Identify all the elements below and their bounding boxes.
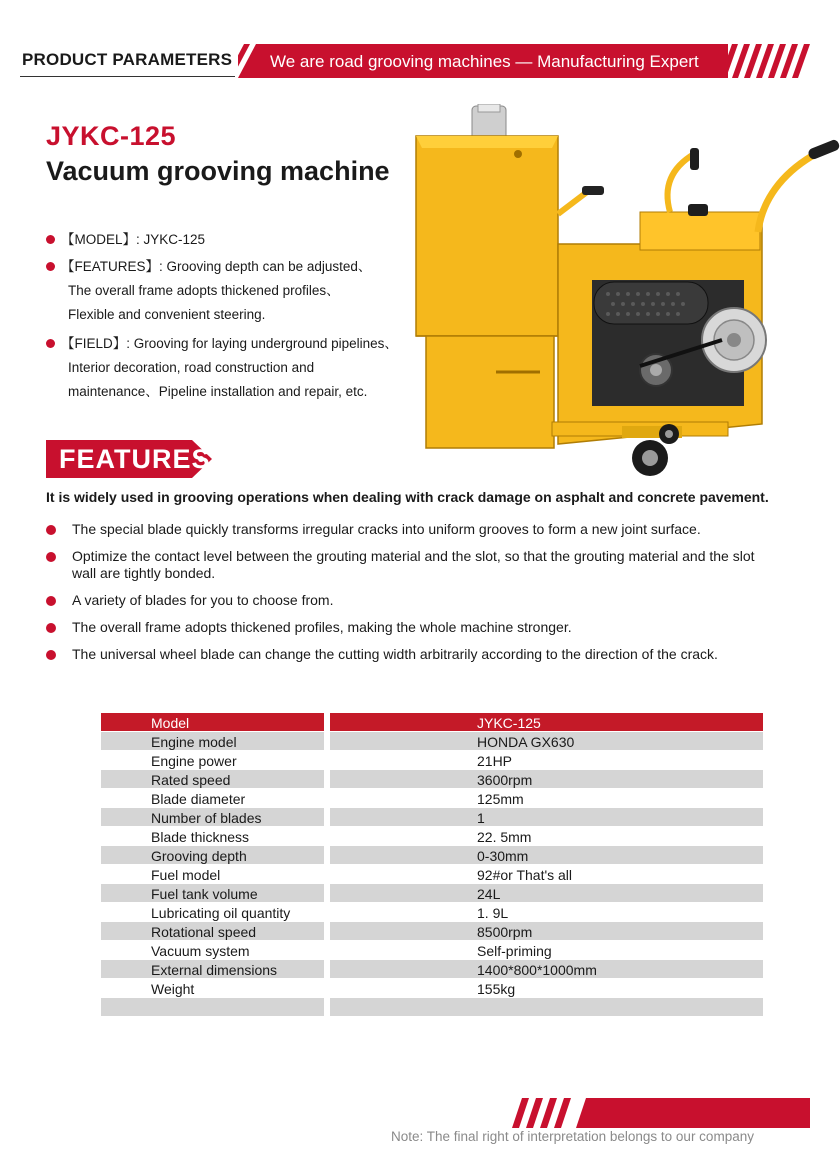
section-title: PRODUCT PARAMETERS xyxy=(22,50,233,69)
table-row: Grooving depth 0-30mm xyxy=(101,846,763,865)
table-row: Weight 155kg xyxy=(101,979,763,998)
info-features-line1: 【FEATURES】: Grooving depth can be adjusted、 xyxy=(61,259,372,274)
info-model xyxy=(46,228,205,252)
spec-table xyxy=(101,713,763,1017)
table-row: Number of blades 1 xyxy=(101,808,763,827)
list-item: The special blade quickly transforms irregular cracks into uniform grooves to form a new joint surface. xyxy=(46,521,806,538)
table-row xyxy=(101,998,763,1017)
footer-note: Note: The final right of interpretation belongs to our company xyxy=(391,1129,754,1144)
info-field-line3: maintenance、Pipeline installation and repair, etc. xyxy=(68,384,368,399)
table-row: Engine power 21HP xyxy=(101,751,763,770)
bullet-icon xyxy=(46,623,56,633)
table-row: Blade diameter 125mm xyxy=(101,789,763,808)
table-header-label: Model xyxy=(101,713,324,732)
machine-image xyxy=(412,104,840,480)
product-name: Vacuum grooving machine xyxy=(46,156,390,186)
bullet-icon xyxy=(46,650,56,660)
header-banner-text: We are road grooving machines — Manufacturing Expert xyxy=(270,52,699,71)
info-field-line1: 【FIELD】: Grooving for laying underground pipelines、 xyxy=(61,336,398,351)
list-item: The overall frame adopts thickened profiles, making the whole machine stronger. xyxy=(46,619,806,636)
list-item: The universal wheel blade can change the cutting width arbitrarily according to the direction of the crack. xyxy=(46,646,806,663)
table-row: Blade thickness 22. 5mm xyxy=(101,827,763,846)
footer-banner xyxy=(512,1098,810,1128)
info-field xyxy=(46,332,398,404)
table-row: Vacuum system Self-priming xyxy=(101,941,763,960)
table-header-value: JYKC-125 xyxy=(330,713,763,732)
title-underline xyxy=(20,76,235,77)
table-row: Rated speed 3600rpm xyxy=(101,770,763,789)
info-features xyxy=(46,255,371,327)
bullet-icon xyxy=(46,525,56,535)
features-list xyxy=(46,521,806,663)
features-lead: It is widely used in grooving operations when dealing with crack damage on asphalt and concrete pavement. xyxy=(46,489,769,505)
info-features-line2: The overall frame adopts thickened profiles、 xyxy=(68,283,340,298)
bullet-icon xyxy=(46,339,55,348)
bullet-icon xyxy=(46,262,55,271)
bullet-icon xyxy=(46,552,56,562)
bullet-icon xyxy=(46,596,56,606)
info-features-line3: Flexible and convenient steering. xyxy=(68,307,266,322)
table-row: Lubricating oil quantity 1. 9L xyxy=(101,903,763,922)
product-model: JYKC-125 xyxy=(46,121,177,151)
list-item: A variety of blades for you to choose from. xyxy=(46,592,806,609)
table-row: External dimensions 1400*800*1000mm xyxy=(101,960,763,979)
table-header-row xyxy=(101,713,763,732)
table-row: Rotational speed 8500rpm xyxy=(101,922,763,941)
table-row: Fuel model 92#or That's all xyxy=(101,865,763,884)
table-row: Fuel tank volume 24L xyxy=(101,884,763,903)
table-row: Engine model HONDA GX630 xyxy=(101,732,763,751)
header-stripes xyxy=(722,44,812,78)
bullet-icon xyxy=(46,235,55,244)
features-heading: FEATURES xyxy=(59,444,211,474)
info-model-text: 【MODEL】: JYKC-125 xyxy=(61,232,206,247)
list-item: Optimize the contact level between the grouting material and the slot, so that the grouting material and the slot wall are tightly bonded. xyxy=(46,548,768,582)
info-field-line2: Interior decoration, road construction and xyxy=(68,360,315,375)
